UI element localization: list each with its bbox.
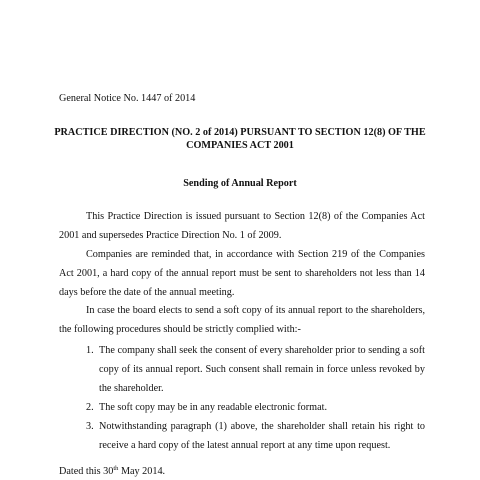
dated-line (59, 466, 165, 477)
dated-ordinal: th (113, 465, 119, 472)
procedures-list (59, 341, 425, 455)
dated-prefix: Dated this 30 (59, 466, 114, 477)
title-line-1: PRACTICE DIRECTION (NO. 2 of 2014) PURSUANT TO SECTION 12(8) OF THE (54, 127, 426, 138)
list-item: 1. The company shall seek the consent of every shareholder prior to sending a soft copy of its annual report. Such consent shall remain in force unless revoked by the shareholder. (59, 341, 425, 398)
notice-number: General Notice No. 1447 of 2014 (59, 93, 196, 104)
list-item-text: The soft copy may be in any readable electronic format. (99, 402, 327, 413)
paragraph-purpose: This Practice Direction is issued pursuant to Section 12(8) of the Companies Act 2001 and supersedes Practice Direction No. 1 of 2009. (59, 211, 425, 241)
title-line-2: COMPANIES ACT 2001 (186, 140, 294, 151)
document-title (40, 126, 440, 152)
dated-rest: May 2014. (118, 466, 166, 477)
paragraph-soft-copy: In case the board elects to send a soft copy of its annual report to the shareholders, the following procedures should be strictly complied with:- (59, 305, 425, 335)
list-item-text: The company shall seek the consent of every shareholder prior to sending a soft copy of its annual report. Such consent shall remain in force unless revoked by the shareholder. (99, 345, 425, 394)
paragraph-reminder: Companies are reminded that, in accordance with Section 219 of the Companies Act 2001, a hard copy of the annual report must be sent to shareholders not less than 14 days before the date of the annual meeting. (59, 249, 425, 298)
document-subtitle: Sending of Annual Report (183, 178, 297, 189)
list-item: 2. The soft copy may be in any readable electronic format. (59, 398, 425, 417)
list-item-text: Notwithstanding paragraph (1) above, the shareholder shall retain his right to receive a hard copy of the latest annual report at any time upon request. (99, 421, 425, 451)
list-item: 3. Notwithstanding paragraph (1) above, the shareholder shall retain his right to receive a hard copy of the latest annual report at any time upon request. (59, 417, 425, 455)
